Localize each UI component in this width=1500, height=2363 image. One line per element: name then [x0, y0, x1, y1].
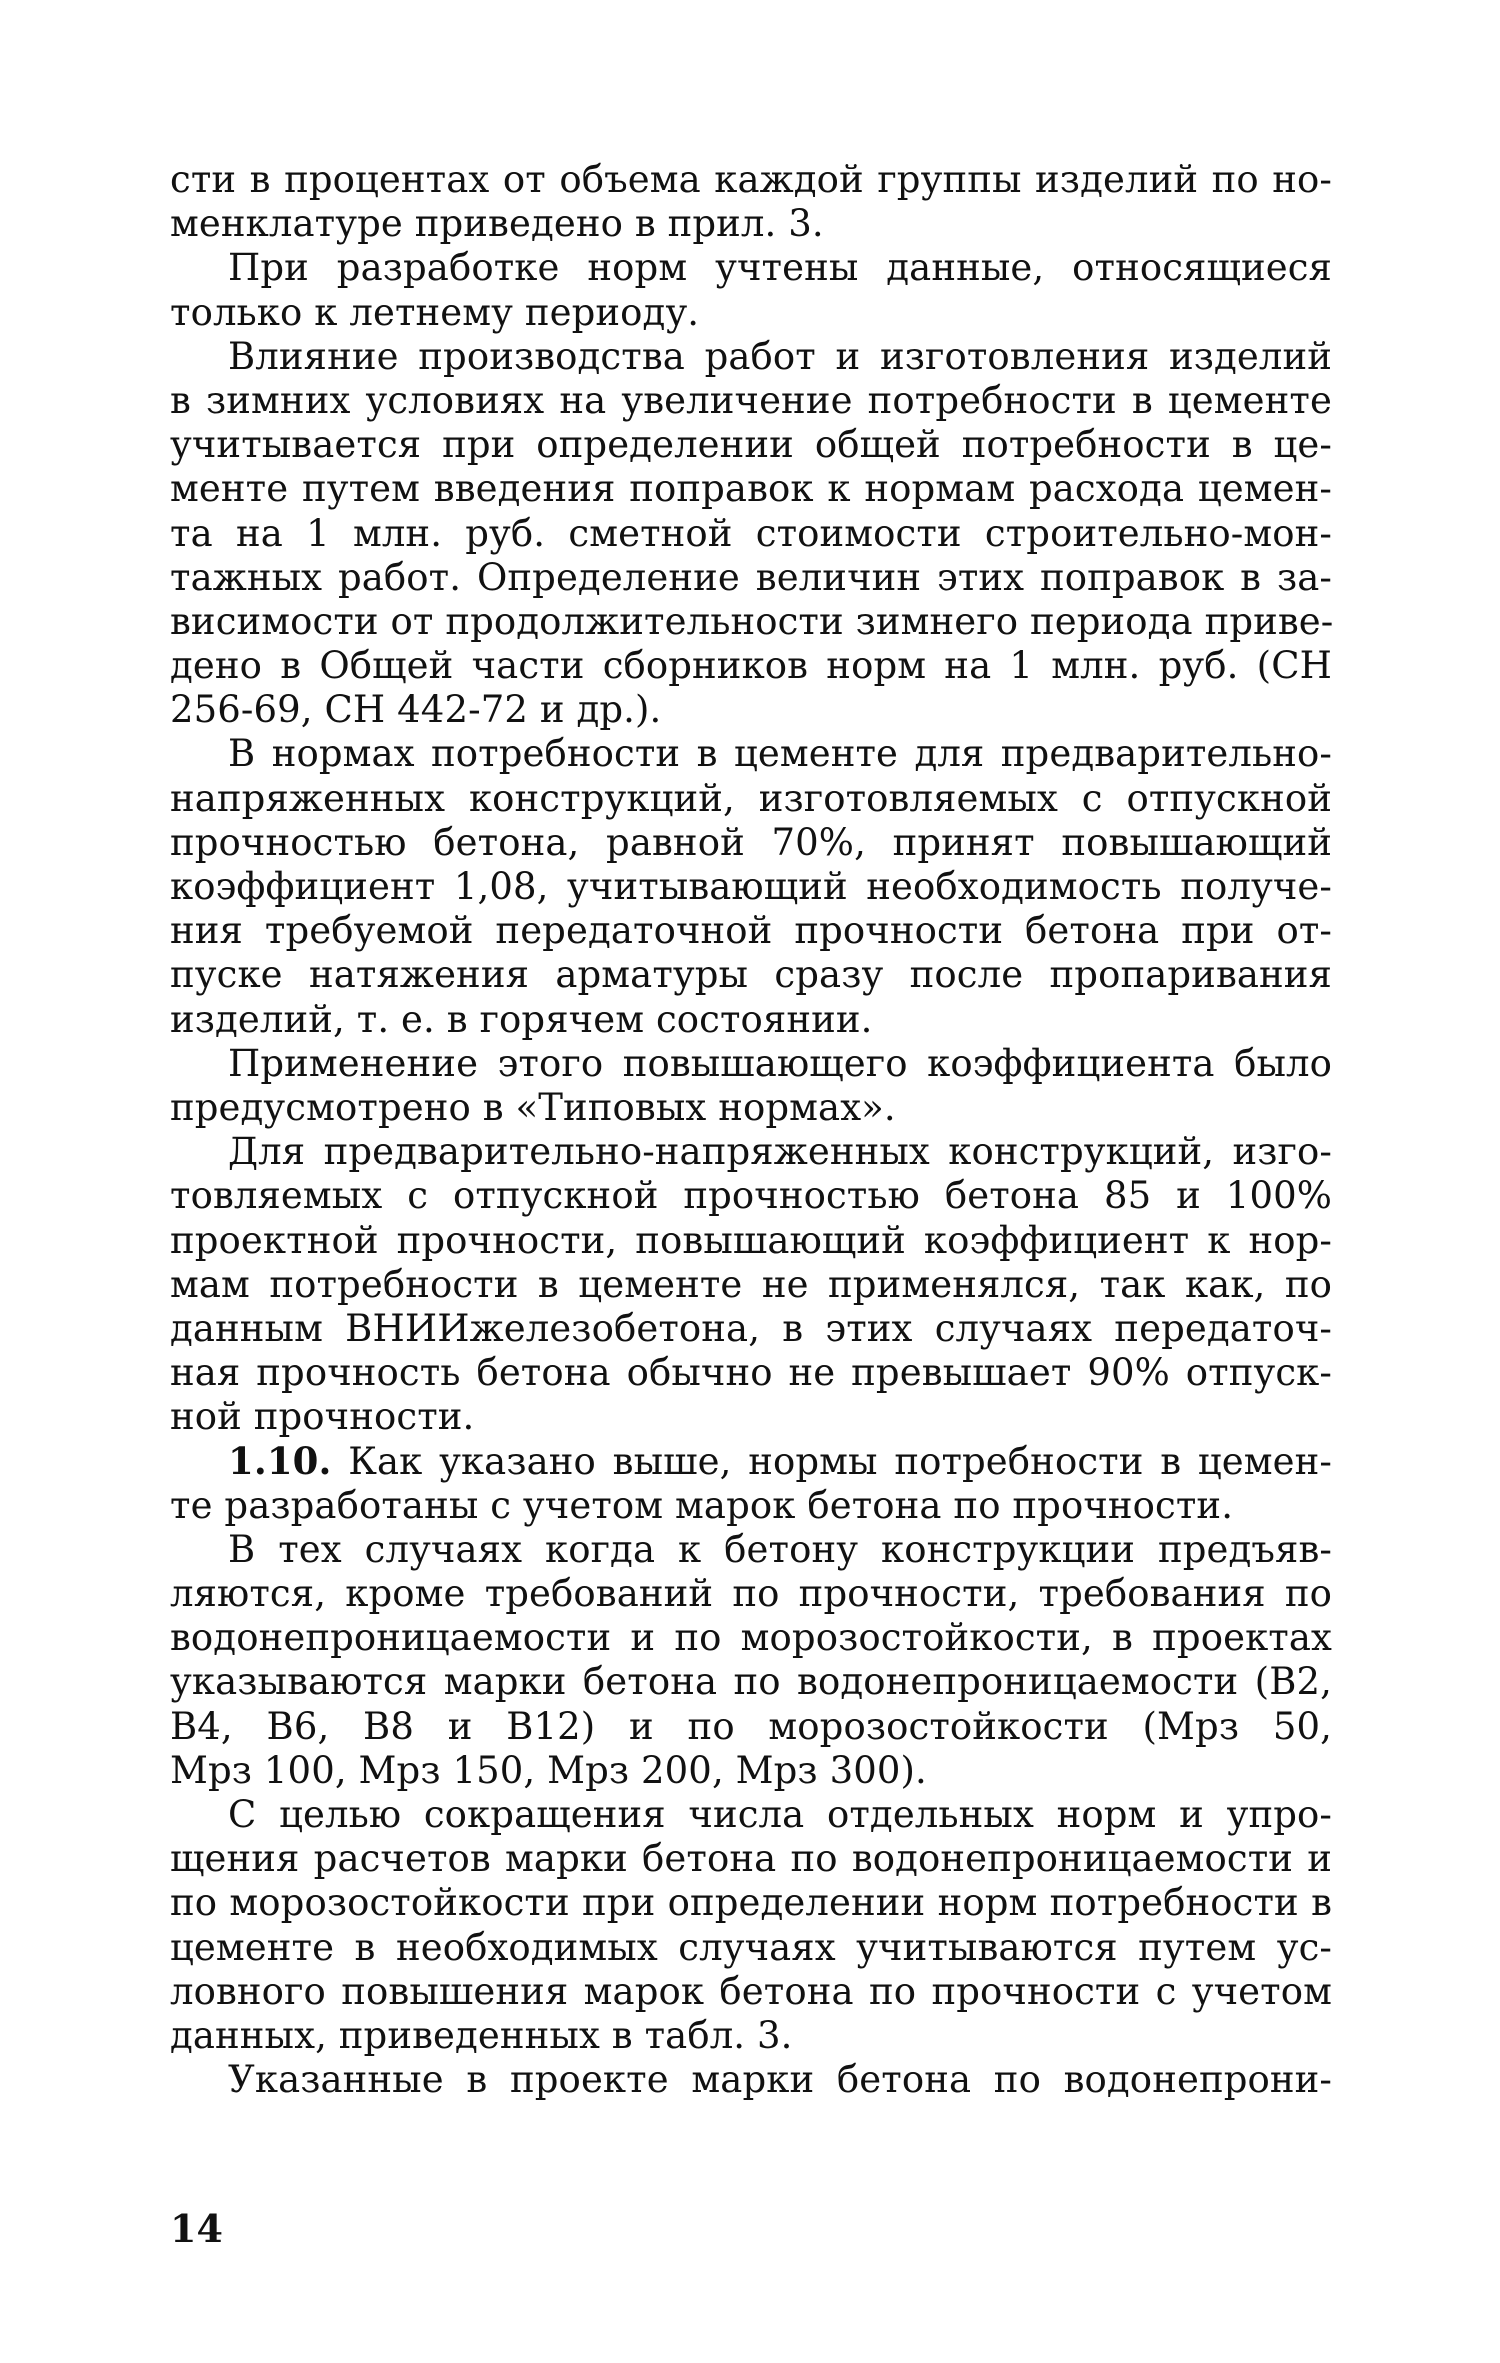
text-line-content: Как указано выше, нормы потребности в цемен- [331, 1440, 1332, 1484]
paragraph [170, 1042, 1332, 1130]
paragraph [170, 1130, 1332, 1439]
text-line: ной прочности. [170, 1395, 475, 1439]
paragraph [170, 1439, 1332, 1527]
text-line: Указанные в проекте марки бетона по водонепрони- [228, 2058, 1332, 2102]
text-line: В4, В6, В8 и В12) и по морозостойкости (Мрз 50, [170, 1704, 1332, 1748]
paragraph [170, 732, 1332, 1041]
paragraph [170, 1528, 1332, 1793]
text-line: те разработаны с учетом марок бетона по прочности. [170, 1483, 1234, 1527]
text-line: напряженных конструкций, изготовляемых с отпускной [170, 776, 1332, 820]
text-line: С целью сокращения числа отдельных норм и упро- [228, 1792, 1332, 1836]
text-line: предусмотрено в «Типовых нормах». [170, 1085, 896, 1129]
text-line: В нормах потребности в цементе для предварительно- [228, 732, 1332, 776]
text-line: дено в Общей части сборников норм на 1 млн. руб. (СН [170, 644, 1332, 688]
text-line: водонепроницаемости и по морозостойкости, в проектах [170, 1616, 1332, 1660]
text-line: сти в процентах от объема каждой группы изделий по но- [170, 158, 1332, 201]
paragraph [170, 335, 1332, 733]
text-line: цементе в необходимых случаях учитываются путем ус- [170, 1925, 1332, 1969]
text-line: прочностью бетона, равной 70%, принят повышающий [170, 820, 1332, 864]
text-line: только к летнему периоду. [170, 290, 700, 334]
text-line: менте путем введения поправок к нормам расхода цемен- [170, 467, 1332, 511]
text-line: ляются, кроме требований по прочности, требования по [170, 1572, 1332, 1615]
text-line: Влияние производства работ и изготовления изделий [228, 334, 1332, 378]
text-line: менклатуре приведено в прил. 3. [170, 202, 824, 246]
text-line: указываются марки бетона по водонепроницаемости (В2, [170, 1660, 1332, 1704]
paragraph [170, 158, 1332, 246]
text-line [170, 1439, 1332, 1483]
text-line: 256-69, СН 442-72 и др.). [170, 688, 662, 732]
text-line: коэффициент 1,08, учитывающий необходимость получе- [170, 865, 1332, 908]
text-line: учитывается при определении общей потребности в це- [170, 423, 1332, 467]
text-line: проектной прочности, повышающий коэффициент к нор- [170, 1218, 1332, 1262]
text-line: изделий, т. е. в горячем состоянии. [170, 997, 873, 1041]
page-body [170, 158, 1332, 2102]
text-line: При разработке норм учтены данные, относящиеся [228, 246, 1332, 290]
paragraph [170, 1793, 1332, 2058]
text-line: данным ВНИИжелезобетона, в этих случаях передаточ- [170, 1306, 1332, 1350]
text-line: В тех случаях когда к бетону конструкции предъяв- [228, 1527, 1332, 1571]
text-line: щения расчетов марки бетона по водонепроницаемости и [170, 1837, 1332, 1881]
text-line: в зимних условиях на увеличение потребности в цементе [170, 378, 1332, 422]
text-line: по морозостойкости при определении норм потребности в [170, 1881, 1332, 1925]
text-line: товляемых с отпускной прочностью бетона 85 и 100% [170, 1174, 1332, 1218]
text-line: Для предварительно-напряженных конструкций, изго- [228, 1130, 1332, 1174]
text-line: ная прочность бетона обычно не превышает 90% отпуск- [170, 1351, 1332, 1395]
paragraph [170, 246, 1332, 334]
page-number: 14 [170, 2206, 223, 2251]
text-line: данных, приведенных в табл. 3. [170, 2013, 793, 2057]
text-line: тажных работ. Определение величин этих поправок в за- [170, 555, 1332, 599]
text-line: та на 1 млн. руб. сметной стоимости строительно-мон- [170, 511, 1332, 555]
text-line: мам потребности в цементе не применялся, так как, по [170, 1262, 1332, 1306]
text-line: висимости от продолжительности зимнего периода приве- [170, 599, 1334, 643]
paragraph [170, 2058, 1332, 2102]
text-line: ния требуемой передаточной прочности бетона при от- [170, 909, 1332, 953]
text-line: Мрз 100, Мрз 150, Мрз 200, Мрз 300). [170, 1748, 927, 1792]
section-number: 1.10. [228, 1439, 332, 1484]
text-line: Применение этого повышающего коэффициента было [228, 1041, 1332, 1085]
text-line: пуске натяжения арматуры сразу после пропаривания [170, 953, 1332, 997]
text-line: ловного повышения марок бетона по прочности с учетом [170, 1969, 1332, 2013]
